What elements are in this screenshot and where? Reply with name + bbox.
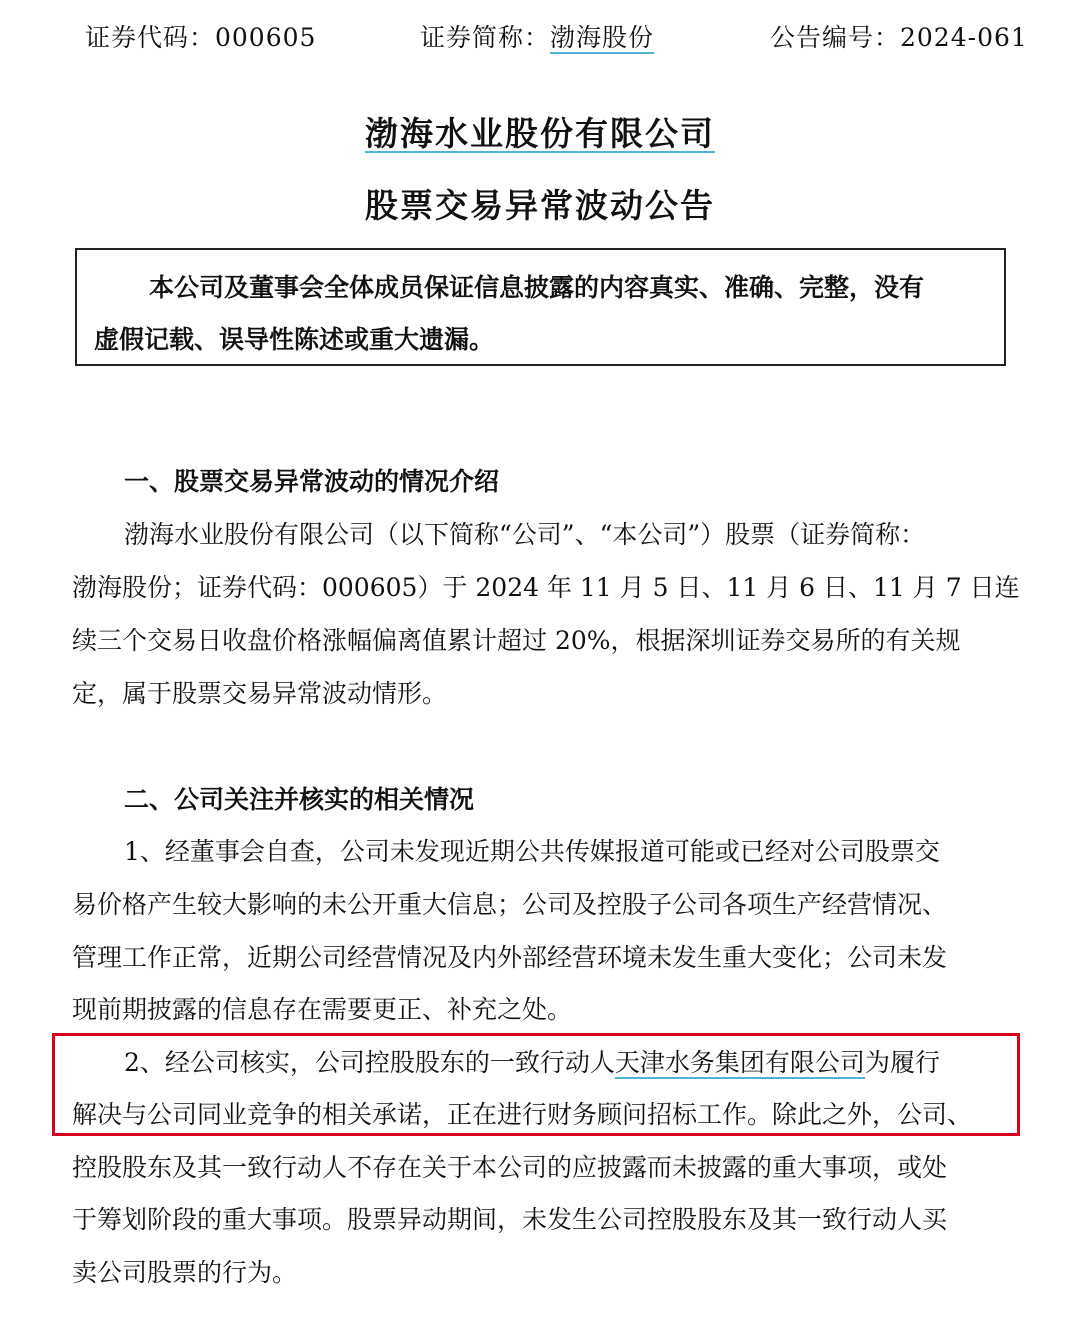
section-1-line: 渤海股份；证券代码：000605）于 2024 年 11 月 5 日、11 月 6 日、11 月 7 日连 <box>72 573 1020 602</box>
statement-box <box>75 248 1006 366</box>
company-title <box>0 108 1080 155</box>
section-1-line: 定，属于股票交易异常波动情形。 <box>72 679 448 708</box>
notice-number: 公告编号：2024-061 <box>770 23 1028 52</box>
abbreviation-value: 渤海股份 <box>550 23 655 52</box>
section-2-p2-line: 卖公司股票的行为。 <box>72 1258 298 1287</box>
statement-line-2: 虚假记载、误导性陈述或重大遗漏。 <box>94 325 495 354</box>
section-2-p1-line: 易价格产生较大影响的未公开重大信息；公司及控股子公司各项生产经营情况、 <box>72 890 948 919</box>
section-1-line: 续三个交易日收盘价格涨幅偏离值累计超过 20%，根据深圳证券交易所的有关规 <box>72 626 961 655</box>
section-1-line: 渤海水业股份有限公司（以下简称“公司”、“本公司”）股票（证券简称： <box>124 520 926 549</box>
section-2-p1-line: 现前期披露的信息存在需要更正、补充之处。 <box>72 995 573 1024</box>
tianjin-water-group-link: 天津水务集团有限公司 <box>614 1048 865 1077</box>
section-2-heading: 二、公司关注并核实的相关情况 <box>124 785 475 814</box>
section-2-p2-line-1 <box>124 1043 940 1079</box>
statement-line-1: 本公司及董事会全体成员保证信息披露的内容真实、准确、完整，没有 <box>149 273 925 302</box>
security-abbreviation <box>420 18 654 54</box>
announcement-title: 股票交易异常波动公告 <box>365 186 715 225</box>
p2-text-pre: 2、经公司核实，公司控股股东的一致行动人 <box>124 1048 615 1077</box>
section-2-p1-line: 管理工作正常，近期公司经营情况及内外部经营环境未发生重大变化；公司未发 <box>72 943 948 972</box>
p2-text-post: 为履行 <box>864 1048 940 1077</box>
section-2-p1-line: 1、经董事会自查，公司未发现近期公共传媒报道可能或已经对公司股票交 <box>124 837 940 866</box>
section-2-p2-line: 控股股东及其一致行动人不存在关于本公司的应披露而未披露的重大事项，或处 <box>72 1153 948 1182</box>
company-title-text: 渤海水业股份有限公司 <box>365 114 715 153</box>
section-1-heading: 一、股票交易异常波动的情况介绍 <box>124 467 500 496</box>
security-code: 证券代码：000605 <box>85 23 317 52</box>
abbreviation-label: 证券简称： <box>420 23 551 52</box>
section-2-p2-line: 解决与公司同业竞争的相关承诺，正在进行财务顾问招标工作。除此之外，公司、 <box>72 1100 973 1129</box>
section-2-p2-line: 于筹划阶段的重大事项。股票异动期间，未发生公司控股股东及其一致行动人买 <box>72 1205 948 1234</box>
